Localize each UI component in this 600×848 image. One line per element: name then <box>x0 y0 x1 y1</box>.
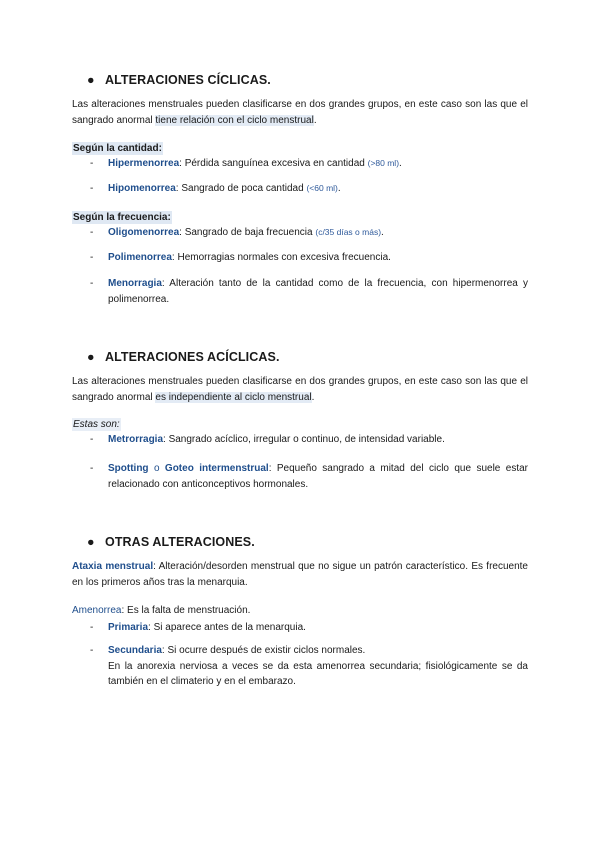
ataxia-paragraph: Ataxia menstrual: Alteración/desorden menstrual que no sigue un patrón característico. Es frecuente en los primeros años tras la menarquia. <box>72 561 528 588</box>
list-item-oligomenorrea: - Oligomenorrea: Sangrado de baja frecuencia (c/35 días o más). <box>90 227 384 238</box>
list-item-spotting: - Spotting o Goteo intermenstrual: Pequeño sangrado a mitad del ciclo que suele estar relacionado con anticonceptivos hormonales. <box>90 463 528 490</box>
bullet-icon: ● <box>87 535 95 549</box>
list-item-hipermenorrea: - Hipermenorrea: Pérdida sanguínea excesiva en cantidad (>80 ml). <box>90 158 402 169</box>
bullet-icon: ● <box>87 73 95 87</box>
list-item-primaria: - Primaria: Si aparece antes de la menarquia. <box>90 622 306 633</box>
list-item-menorragia: - Menorragia: Alteración tanto de la cantidad como de la frecuencia, con hipermenorrea y polimenorrea. <box>90 278 528 305</box>
bullet-icon: ● <box>87 350 95 364</box>
secundaria-note: En la anorexia nerviosa a veces se da esta amenorrea secundaria; fisiológicamente se da también en el climaterio y en el embarazo. <box>108 660 528 687</box>
list-item-secundaria: - Secundaria: Si ocurre después de existir ciclos normales. En la anorexia nerviosa a veces se da esta amenorrea secundaria; fisiológicamente se da también en el climaterio y en el embarazo. <box>90 645 528 687</box>
list-item-hipomenorrea: - Hipomenorrea: Sangrado de poca cantidad (<60 ml). <box>90 183 341 194</box>
intro-ciclicas: Las alteraciones menstruales pueden clasificarse en dos grandes grupos, en este caso son las que el sangrado anormal tiene relación con el ciclo menstrual. <box>72 99 528 126</box>
subheading-estas-son: Estas son: <box>73 419 120 430</box>
amenorrea-paragraph: Amenorrea: Es la falta de menstruación. <box>72 605 251 616</box>
subheading-cantidad: Según la cantidad: <box>73 143 162 154</box>
list-item-polimenorrea: - Polimenorrea: Hemorragias normales con excesiva frecuencia. <box>90 252 391 263</box>
subheading-frecuencia: Según la frecuencia: <box>73 212 171 223</box>
list-item-metrorragia: - Metrorragia: Sangrado acíclico, irregular o continuo, de intensidad variable. <box>90 434 445 445</box>
intro-aciclicas: Las alteraciones menstruales pueden clasificarse en dos grandes grupos, en este caso son las que el sangrado anormal es independiente al ciclo menstrual. <box>72 376 528 403</box>
